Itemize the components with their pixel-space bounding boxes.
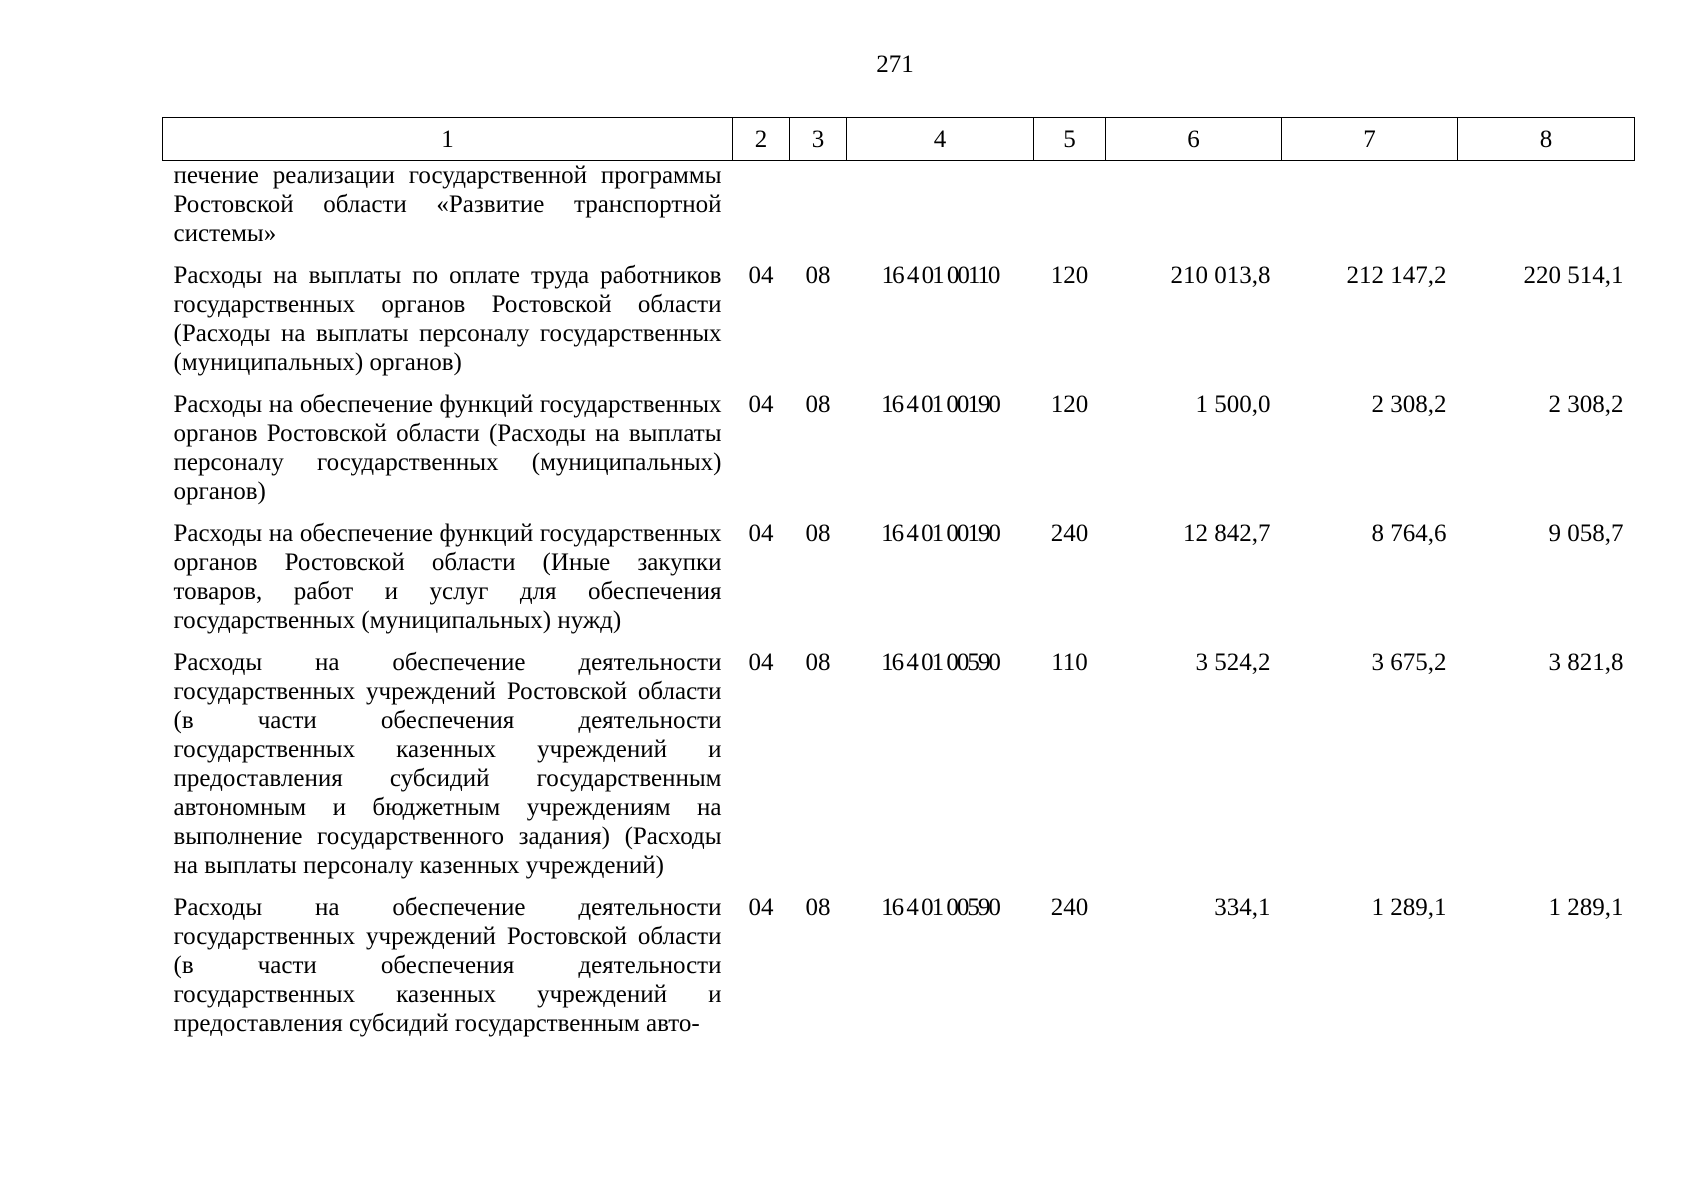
target-article-code: 16 4 01 00590 xyxy=(881,894,999,921)
expense-type-code: 110 xyxy=(1051,649,1088,676)
amount-col-7: 1 289,1 xyxy=(1371,894,1447,921)
page-number: 271 xyxy=(876,51,914,78)
amount-col-8: 3 821,8 xyxy=(1548,649,1624,676)
table-row xyxy=(163,648,1635,893)
amount-col-7: 212 147,2 xyxy=(1346,262,1447,289)
amount-col-7: 8 764,6 xyxy=(1371,520,1447,547)
header-row xyxy=(163,118,1635,161)
amount-col-6: 334,1 xyxy=(1214,894,1271,921)
amount-col-7: 2 308,2 xyxy=(1371,391,1447,418)
target-article-code: 16 4 01 00110 xyxy=(881,262,999,289)
row-description: печение реализации государственной программы Ростовской области «Развитие транспортной системы» xyxy=(173,162,722,247)
row-description: Расходы на обеспечение деятельности государственных учреждений Ростовской области (в части обеспечения деятельности государственных казенных учреждений и предоставления субсидий государственным автономным и бюджетным учреждениям на выполнение государственного задания) (Расходы на выплаты персоналу казенных учреждений) xyxy=(173,649,722,879)
target-article-code xyxy=(847,161,1034,262)
amount-col-8: 220 514,1 xyxy=(1523,262,1624,289)
column-header-4: 4 xyxy=(847,118,1034,161)
expense-type-code: 120 xyxy=(1050,391,1089,418)
section-code xyxy=(733,161,790,262)
amount-col-8: 2 308,2 xyxy=(1548,391,1624,418)
amount-col-7: 3 675,2 xyxy=(1371,649,1447,676)
column-header-3: 3 xyxy=(790,118,847,161)
row-description: Расходы на обеспечение деятельности государственных учреждений Ростовской области (в части обеспечения деятельности государственных казенных учреждений и предоставления субсидий государственным авто- xyxy=(173,894,722,1037)
section-code: 04 xyxy=(748,649,774,676)
row-description: Расходы на обеспечение функций государственных органов Ростовской области (Иные закупки товаров, работ и услуг для обеспечения государственных (муниципальных) нужд) xyxy=(173,520,722,634)
column-header-5: 5 xyxy=(1034,118,1106,161)
amount-col-6 xyxy=(1106,161,1282,262)
table-header xyxy=(163,118,1635,161)
table-row xyxy=(163,261,1635,390)
amount-col-6: 210 013,8 xyxy=(1170,262,1271,289)
row-description: Расходы на обеспечение функций государственных органов Ростовской области (Расходы на выплаты персоналу государственных (муниципальных) органов) xyxy=(173,391,722,505)
subsection-code: 08 xyxy=(805,649,831,676)
expense-type-code: 120 xyxy=(1050,262,1089,289)
section-code: 04 xyxy=(748,391,774,418)
subsection-code: 08 xyxy=(805,894,831,921)
column-header-8: 8 xyxy=(1458,118,1635,161)
expense-type-code: 240 xyxy=(1050,520,1089,547)
table-body xyxy=(163,161,1635,1052)
column-header-2: 2 xyxy=(733,118,790,161)
subsection-code: 08 xyxy=(805,262,831,289)
expense-type-code: 240 xyxy=(1050,894,1089,921)
amount-col-8: 9 058,7 xyxy=(1548,520,1624,547)
amount-col-6: 1 500,0 xyxy=(1195,391,1271,418)
amount-col-8 xyxy=(1458,161,1635,262)
column-header-1: 1 xyxy=(163,118,733,161)
amount-col-8: 1 289,1 xyxy=(1548,894,1624,921)
column-header-7: 7 xyxy=(1282,118,1458,161)
target-article-code: 16 4 01 00190 xyxy=(881,391,999,418)
row-description: Расходы на выплаты по оплате труда работников государственных органов Ростовской области (Расходы на выплаты персоналу государственных (муниципальных) органов) xyxy=(173,262,722,376)
table-row xyxy=(163,519,1635,648)
expense-type-code xyxy=(1034,161,1106,262)
amount-col-7 xyxy=(1282,161,1458,262)
target-article-code: 16 4 01 00190 xyxy=(881,520,999,547)
section-code: 04 xyxy=(748,262,774,289)
table-row xyxy=(163,390,1635,519)
amount-col-6: 12 842,7 xyxy=(1183,520,1271,547)
subsection-code xyxy=(790,161,847,262)
subsection-code: 08 xyxy=(805,520,831,547)
target-article-code: 16 4 01 00590 xyxy=(881,649,999,676)
table-row xyxy=(163,161,1635,262)
section-code: 04 xyxy=(748,520,774,547)
subsection-code: 08 xyxy=(805,391,831,418)
column-header-6: 6 xyxy=(1106,118,1282,161)
amount-col-6: 3 524,2 xyxy=(1195,649,1271,676)
section-code: 04 xyxy=(748,894,774,921)
budget-table xyxy=(162,117,1635,1051)
table-row xyxy=(163,893,1635,1051)
